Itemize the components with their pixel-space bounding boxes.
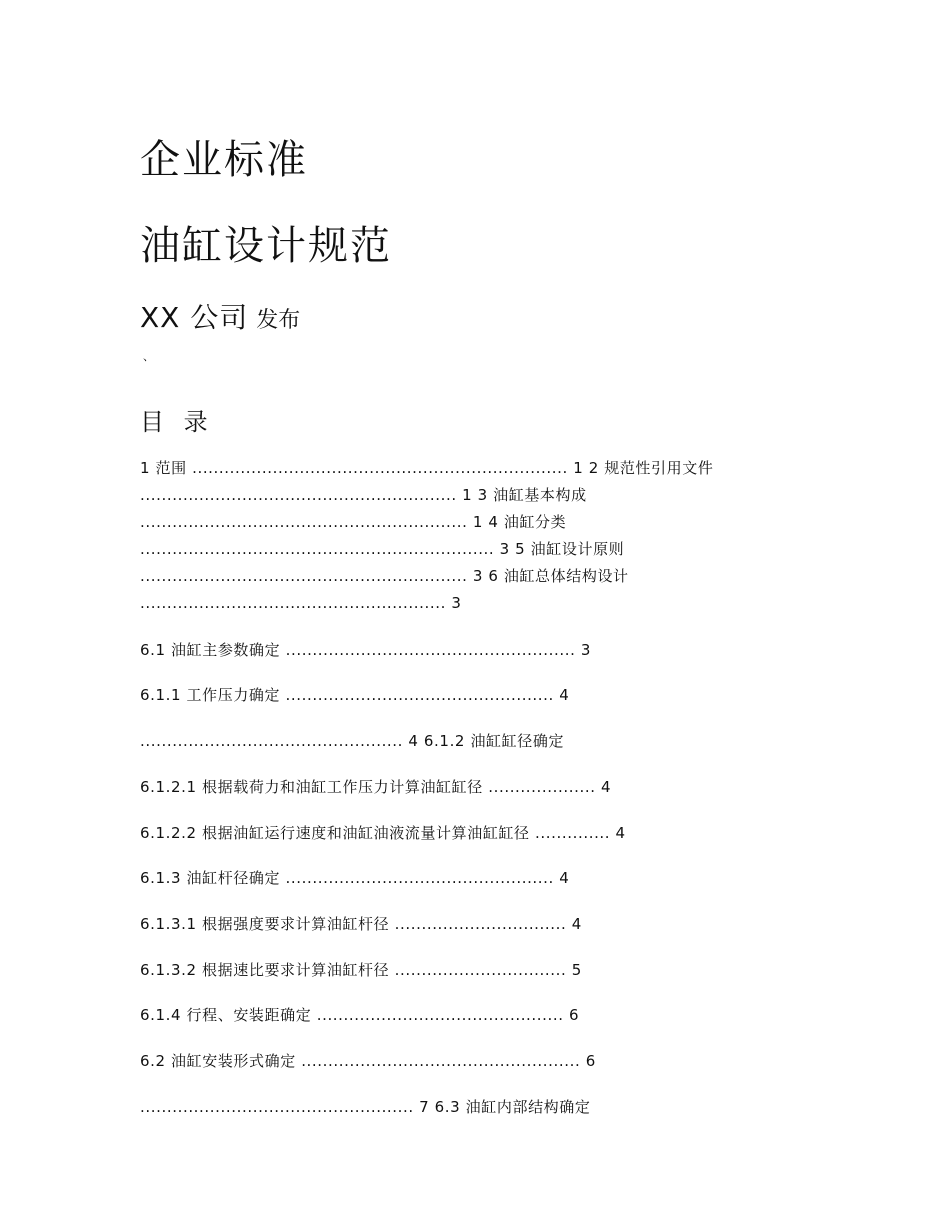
- publisher-company: XX 公司: [140, 301, 249, 334]
- toc-wrapped-line: ........................................................... 1 3 油缸基本构成: [140, 486, 587, 504]
- document-title: 油缸设计规范: [140, 223, 392, 269]
- toc-heading: 目 录: [140, 408, 214, 436]
- toc-entry: 6.1.3 油缸杆径确定 .................................................. 4: [140, 869, 570, 887]
- toc-entry: 6.1.3.1 根据强度要求计算油缸杆径 ................................ 4: [140, 915, 582, 933]
- toc-wrapped-line: .................................................................. 3 5 油缸设计原则: [140, 540, 625, 558]
- toc-entry: 6.2 油缸安装形式确定 .................................................... 6: [140, 1052, 596, 1070]
- toc-entry: 6.1.2.2 根据油缸运行速度和油缸油液流量计算油缸缸径 .............. 4: [140, 824, 626, 842]
- toc-wrapped-line: 1 范围 ...................................................................... 1 2 规范性引用文件: [140, 459, 714, 477]
- publisher-action: 发布: [256, 308, 301, 333]
- publisher-line: [140, 296, 300, 336]
- toc-entry: 6.1 油缸主参数确定 ...................................................... 3: [140, 641, 591, 659]
- toc-entry: 6.1.4 行程、安装距确定 .............................................. 6: [140, 1006, 580, 1024]
- toc-entry: 6.1.1 工作压力确定 .................................................. 4: [140, 686, 570, 704]
- toc-wrapped-block: [140, 455, 820, 617]
- toc-entry: 6.1.2.1 根据载荷力和油缸工作压力计算油缸缸径 .................... 4: [140, 778, 612, 796]
- toc-entry: 6.1.3.2 根据速比要求计算油缸杆径 ................................ 5: [140, 961, 582, 979]
- toc-wrapped-line: ............................................................. 1 4 油缸分类: [140, 513, 567, 531]
- stray-mark: 、: [143, 350, 154, 363]
- toc-wrapped-line: ............................................................. 3 6 油缸总体结构设计: [140, 567, 629, 585]
- toc-wrapped-line: ......................................................... 3: [140, 594, 462, 612]
- standard-type-title: 企业标准: [140, 137, 308, 183]
- toc-entry: ................................................. 4 6.1.2 油缸缸径确定: [140, 732, 565, 750]
- toc-entry: ................................................... 7 6.3 油缸内部结构确定: [140, 1098, 591, 1116]
